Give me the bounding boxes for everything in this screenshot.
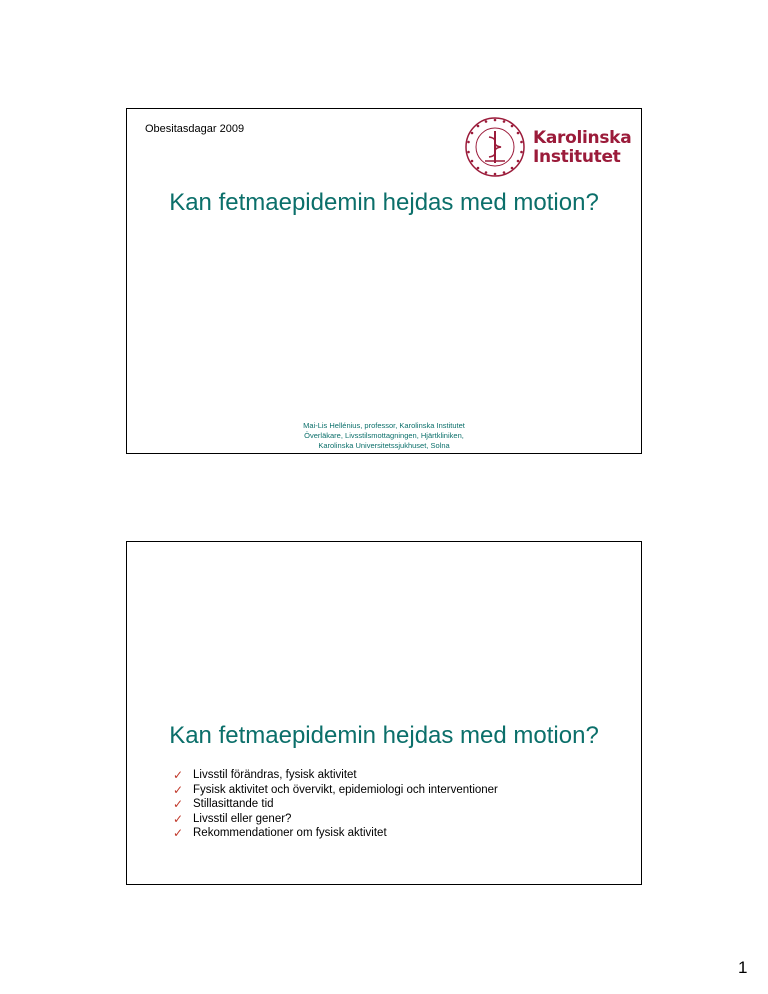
logo-wordmark: [533, 129, 631, 167]
check-icon: ✓: [173, 826, 184, 841]
karolinska-seal-icon: [463, 115, 527, 179]
slide-title: Kan fetmaepidemin hejdas med motion?: [169, 189, 599, 216]
bullet-text: Fysisk aktivitet och övervikt, epidemiologi och interventioner: [193, 783, 498, 796]
logo-line-1: Karolinska: [533, 128, 632, 148]
slide-header: Obesitasdagar 2009: [145, 123, 245, 135]
slide-2: [126, 541, 642, 885]
list-item: [173, 812, 498, 827]
list-item: [173, 768, 498, 783]
author-line-2: Överläkare, Livsstilsmottagningen, Hjärtkliniken,: [304, 431, 464, 440]
slide-title: Kan fetmaepidemin hejdas med motion?: [169, 722, 599, 749]
check-icon: ✓: [173, 782, 184, 797]
slide-1: [126, 108, 642, 454]
check-icon: ✓: [173, 811, 184, 826]
page-number: 1: [738, 958, 748, 977]
bullet-text: Stillasittande tid: [193, 798, 274, 810]
bullet-list: [173, 768, 498, 841]
author-line-1: Mai-Lis Hellénius, professor, Karolinska Institutet: [303, 421, 465, 430]
list-item: [173, 826, 498, 841]
list-item: [173, 797, 498, 812]
bullet-text: Rekommendationer om fysisk aktivitet: [193, 827, 387, 839]
check-icon: ✓: [173, 768, 184, 783]
bullet-text: Livsstil förändras, fysisk aktivitet: [193, 769, 357, 781]
author-line-3: Karolinska Universitetssjukhuset, Solna: [318, 441, 450, 450]
author-block: [127, 421, 641, 451]
check-icon: ✓: [173, 797, 184, 812]
list-item: [173, 783, 498, 798]
karolinska-logo: [463, 115, 632, 179]
logo-line-2: Institutet: [533, 147, 621, 167]
bullet-text: Livsstil eller gener?: [193, 812, 292, 825]
